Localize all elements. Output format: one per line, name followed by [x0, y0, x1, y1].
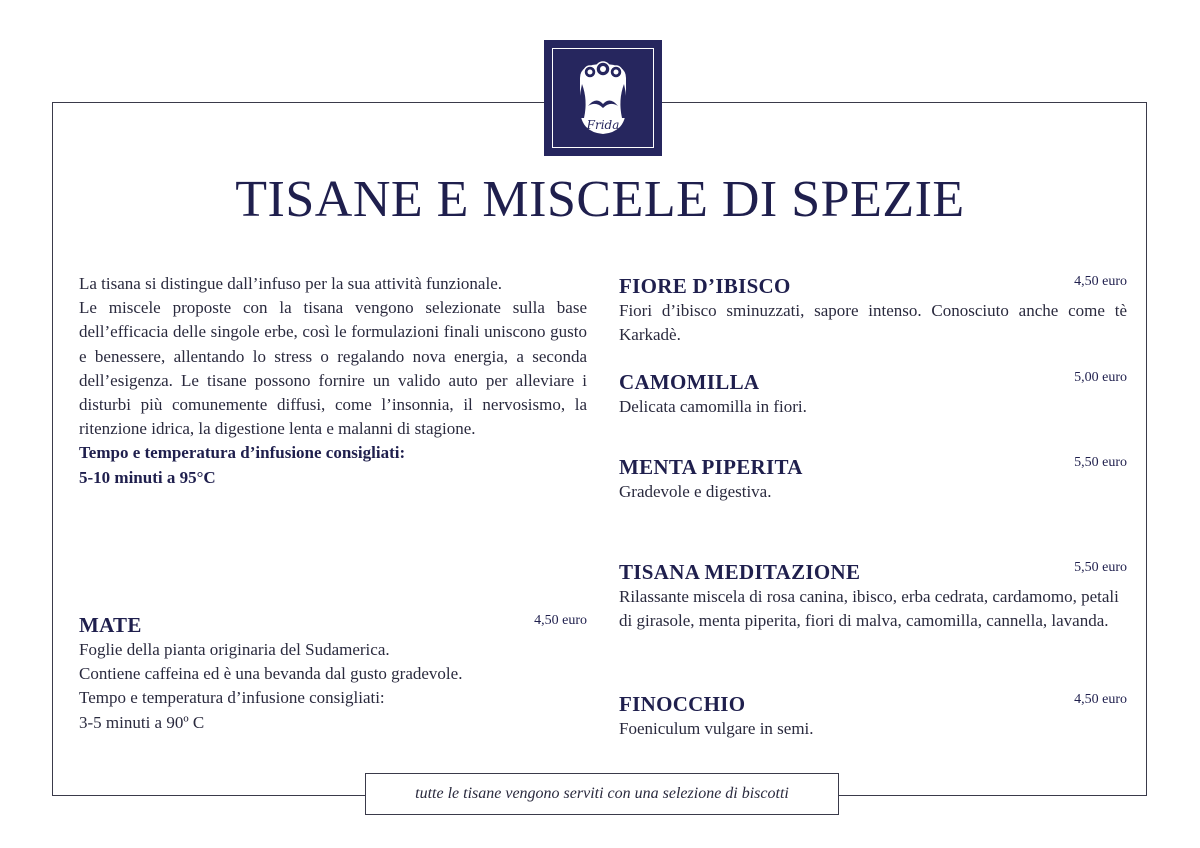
intro-text [79, 272, 587, 490]
item-desc: Tempo e temperatura d’infusione consigliati: [79, 688, 385, 708]
menu-item-camomilla [619, 369, 1127, 419]
footer-note: tutte le tisane vengono serviti con una selezione di biscotti [365, 773, 839, 815]
menu-item-menta [619, 454, 1127, 504]
page-title: TISANE E MISCELE DI SPEZIE [235, 171, 965, 228]
item-desc: Foeniculum vulgare in semi. [619, 719, 814, 738]
item-price: 4,50 euro [534, 613, 587, 628]
frida-logo [544, 40, 662, 156]
item-name: MENTA PIPERITA [619, 455, 803, 479]
item-desc: Foglie della pianta originaria del Sudamerica. [79, 640, 390, 659]
item-desc: Gradevole e digestiva. [619, 482, 772, 501]
item-price: 5,00 euro [1074, 370, 1127, 385]
item-name: FIORE D’IBISCO [619, 274, 791, 298]
menu-item-meditazione [619, 559, 1127, 633]
item-name: FINOCCHIO [619, 692, 746, 716]
item-name: MATE [79, 613, 142, 637]
menu-item-finocchio [619, 691, 1127, 741]
item-price: 4,50 euro [1074, 274, 1127, 289]
item-desc: Fiori d’ibisco sminuzzati, sapore intenso. Conosciuto anche come tè Karkadè. [619, 301, 1127, 345]
item-desc: Rilassante miscela di rosa canina, ibisco, erba cedrata, cardamomo, petali di girasole, menta piperita, fiori di malva, camomilla, cannella, lavanda. [619, 587, 1119, 631]
item-desc: Contiene caffeina ed è una bevanda dal gusto gradevole. [79, 664, 463, 684]
item-name: CAMOMILLA [619, 370, 760, 394]
intro-infusion-value: 5-10 minuti a 95°C [79, 467, 216, 487]
svg-text:Frida: Frida [586, 118, 620, 132]
menu-item-ibisco [619, 273, 1127, 347]
item-price: 4,50 euro [1074, 692, 1127, 707]
item-desc: 3-5 minuti a 90º C [79, 712, 205, 732]
intro-paragraph-1: La tisana si distingue dall’infuso per la sua attività funzionale. [79, 274, 502, 293]
frida-portrait-icon [544, 40, 662, 156]
intro-paragraph-2: Le miscele proposte con la tisana vengono selezionate sulla base dell’efficacia delle singole erbe, così le formulazioni finali uniscono gusto e benessere, allentando lo stress o regalando nova energia, a seconda dell’esigenza. Le tisane possono fornire un valido auto per alleviare i disturbi più comunemente diffusi, come l’insonnia, il nervosismo, la ritenzione idrica, la digestione lenta e malanni di stagione. [79, 298, 587, 439]
item-price: 5,50 euro [1074, 455, 1127, 470]
item-desc: Delicata camomilla in fiori. [619, 397, 807, 416]
item-price: 5,50 euro [1074, 560, 1127, 575]
item-name: TISANA MEDITAZIONE [619, 560, 861, 584]
intro-infusion-label: Tempo e temperatura d’infusione consigliati: [79, 443, 406, 463]
menu-item-mate [79, 612, 587, 735]
